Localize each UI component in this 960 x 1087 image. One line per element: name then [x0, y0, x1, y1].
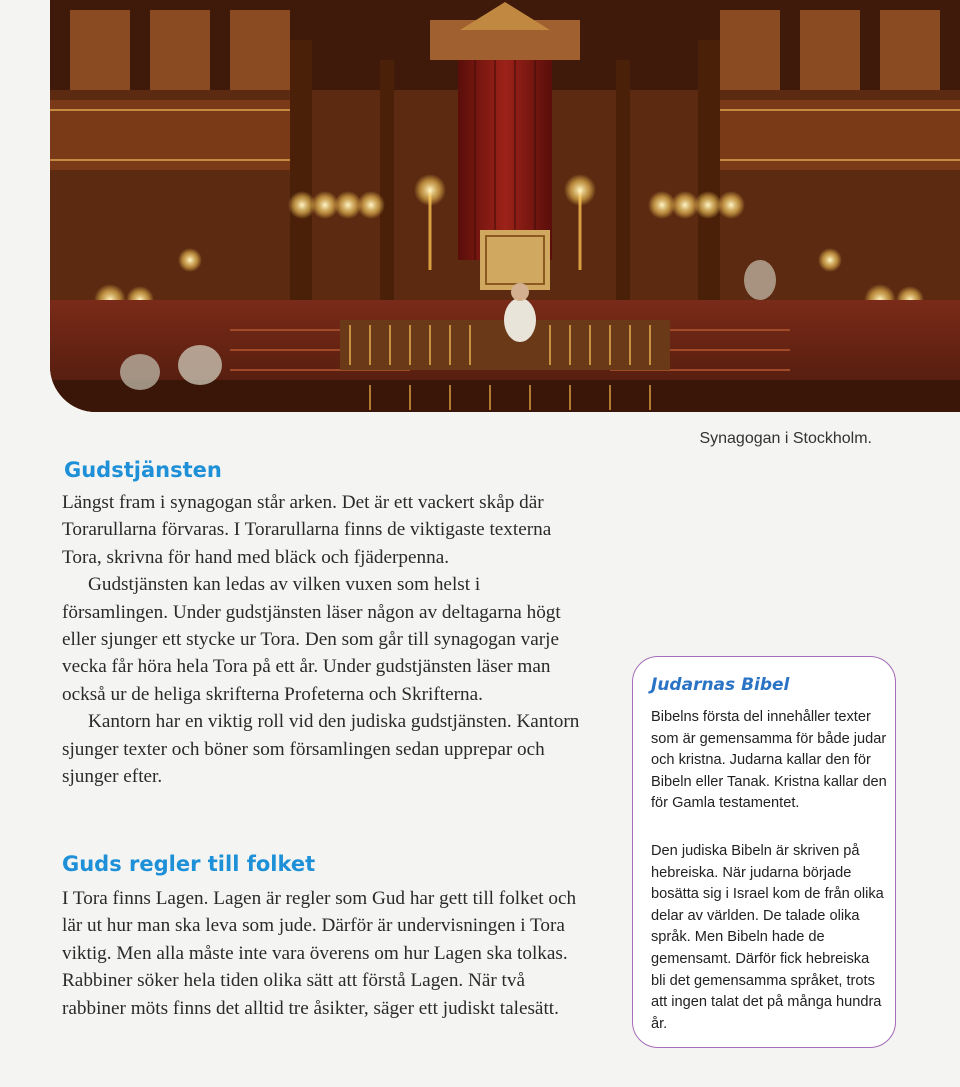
section-body-gudstjansten: [62, 489, 582, 790]
photo-caption: Synagogan i Stockholm.: [699, 430, 872, 447]
paragraph: Längst fram i synagogan står arken. Det är ett vackert skåp där Torarullarna förvaras. I Torarullarna finns de viktigaste texterna Tora, skrivna för hand med bläck och fjäderpenna.: [62, 492, 552, 568]
fact-box-title: Judarnas Bibel: [651, 675, 790, 695]
paragraph: I Tora finns Lagen. Lagen är regler som Gud har gett till folket och lär ut hur man ska leva som jude. Därför är undervisningen i Tora viktig. Men alla måste inte vara överens om hur Lagen ska tolkas. Rabbiner söker hela tiden olika sätt att förstå Lagen. När två rabbiner möts finns det alltid tre åsikter, säger ett judiskt talesätt.: [62, 888, 577, 1019]
section-body-guds-regler: [62, 885, 582, 1022]
paragraph: Kantorn har en viktig roll vid den judiska gudstjänsten. Kantorn sjunger texter och böner som församlingen sedan upprepar och sjunger efter.: [62, 711, 580, 788]
section-heading-gudstjansten: Gudstjänsten: [64, 458, 222, 482]
fact-box-judarnas-bibel: [632, 656, 896, 1048]
fact-box-paragraph: Bibelns första del innehåller texter som är gemensamma för både judar och kristna. Judarna kallar den för Bibeln eller Tanak. Kristna kallar den för Gamla testamentet.: [651, 709, 887, 812]
synagogue-photo: [50, 0, 960, 412]
section-heading-guds-regler: Guds regler till folket: [62, 852, 316, 876]
paragraph: Gudstjänsten kan ledas av vilken vuxen som helst i församlingen. Under gudstjänsten läser någon av deltagarna högt eller sjunger ett stycke ur Tora. Den som går till synagogan varje vecka får höra hela Tora på ett år. Under gudstjänsten läser man också ur de heliga skrifterna Profeterna och Skrifterna.: [62, 574, 561, 705]
synagogue-illustration: [50, 0, 960, 412]
fact-box-paragraph: Den judiska Bibeln är skriven på hebreiska. När judarna började bosätta sig i Israel kom de från olika delar av världen. De talade olika språk. Men Bibeln hade de gemensamt. Därför fick hebreiska bli det gemensamma språket, trots att ingen talat det på många hundra år.: [651, 843, 884, 1032]
